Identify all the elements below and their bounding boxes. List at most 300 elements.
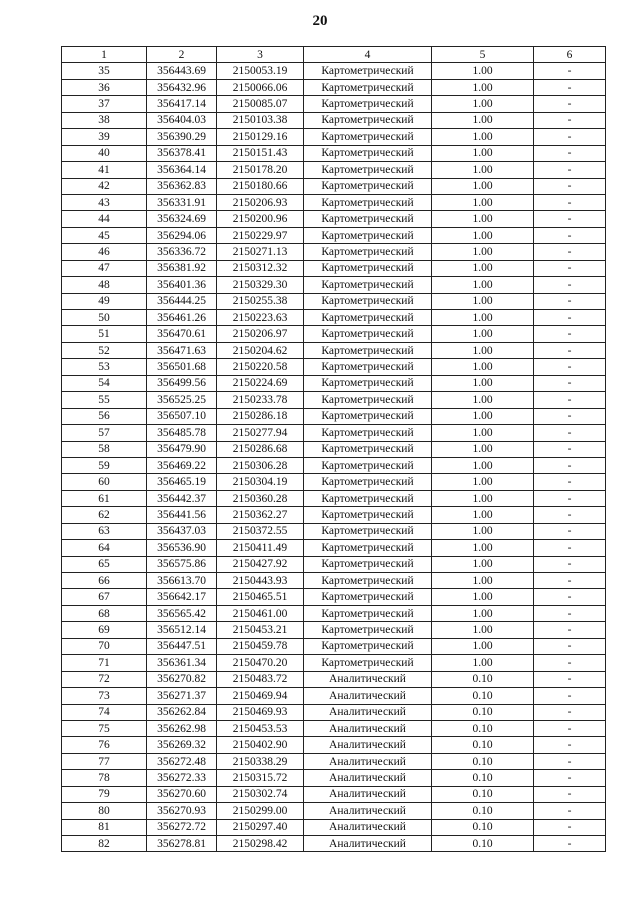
accuracy-cell: 1.00 <box>432 129 534 145</box>
x-coordinate-cell: 356331.91 <box>147 194 217 210</box>
y-coordinate-cell: 2150178.20 <box>217 162 304 178</box>
table-row <box>62 622 606 638</box>
note-cell: - <box>534 836 606 852</box>
x-coordinate-cell: 356381.92 <box>147 260 217 276</box>
x-coordinate-cell: 356444.25 <box>147 293 217 309</box>
y-coordinate-cell: 2150469.94 <box>217 688 304 704</box>
point-number-cell: 74 <box>62 704 147 720</box>
note-cell: - <box>534 556 606 572</box>
method-cell: Аналитический <box>304 737 432 753</box>
y-coordinate-cell: 2150362.27 <box>217 507 304 523</box>
x-coordinate-cell: 356390.29 <box>147 129 217 145</box>
x-coordinate-cell: 356443.69 <box>147 63 217 79</box>
table-row <box>62 178 606 194</box>
method-cell: Картометрический <box>304 244 432 260</box>
method-cell: Картометрический <box>304 227 432 243</box>
y-coordinate-cell: 2150151.43 <box>217 145 304 161</box>
table-row <box>62 112 606 128</box>
table-row <box>62 425 606 441</box>
method-cell: Картометрический <box>304 589 432 605</box>
y-coordinate-cell: 2150306.28 <box>217 457 304 473</box>
note-cell: - <box>534 112 606 128</box>
table-row <box>62 803 606 819</box>
x-coordinate-cell: 356471.63 <box>147 342 217 358</box>
accuracy-cell: 0.10 <box>432 803 534 819</box>
y-coordinate-cell: 2150129.16 <box>217 129 304 145</box>
x-coordinate-cell: 356512.14 <box>147 622 217 638</box>
method-cell: Картометрический <box>304 293 432 309</box>
x-coordinate-cell: 356262.84 <box>147 704 217 720</box>
x-coordinate-cell: 356469.22 <box>147 457 217 473</box>
method-cell: Картометрический <box>304 277 432 293</box>
y-coordinate-cell: 2150206.97 <box>217 326 304 342</box>
x-coordinate-cell: 356404.03 <box>147 112 217 128</box>
y-coordinate-cell: 2150469.93 <box>217 704 304 720</box>
accuracy-cell: 1.00 <box>432 556 534 572</box>
x-coordinate-cell: 356642.17 <box>147 589 217 605</box>
table-header-row <box>62 47 606 63</box>
note-cell: - <box>534 638 606 654</box>
point-number-cell: 44 <box>62 211 147 227</box>
note-cell: - <box>534 162 606 178</box>
note-cell: - <box>534 79 606 95</box>
note-cell: - <box>534 819 606 835</box>
note-cell: - <box>534 457 606 473</box>
point-number-cell: 38 <box>62 112 147 128</box>
x-coordinate-cell: 356525.25 <box>147 392 217 408</box>
method-cell: Картометрический <box>304 194 432 210</box>
accuracy-cell: 0.10 <box>432 720 534 736</box>
note-cell: - <box>534 655 606 671</box>
method-cell: Картометрический <box>304 145 432 161</box>
y-coordinate-cell: 2150453.53 <box>217 720 304 736</box>
method-cell: Аналитический <box>304 688 432 704</box>
method-cell: Картометрический <box>304 573 432 589</box>
header-cell: 4 <box>304 47 432 63</box>
y-coordinate-cell: 2150233.78 <box>217 392 304 408</box>
table-row <box>62 211 606 227</box>
note-cell: - <box>534 96 606 112</box>
table-row <box>62 162 606 178</box>
accuracy-cell: 1.00 <box>432 359 534 375</box>
method-cell: Картометрический <box>304 490 432 506</box>
accuracy-cell: 1.00 <box>432 277 534 293</box>
accuracy-cell: 1.00 <box>432 326 534 342</box>
x-coordinate-cell: 356324.69 <box>147 211 217 227</box>
x-coordinate-cell: 356417.14 <box>147 96 217 112</box>
accuracy-cell: 1.00 <box>432 523 534 539</box>
note-cell: - <box>534 211 606 227</box>
table-row <box>62 573 606 589</box>
point-number-cell: 57 <box>62 425 147 441</box>
accuracy-cell: 1.00 <box>432 655 534 671</box>
accuracy-cell: 0.10 <box>432 704 534 720</box>
note-cell: - <box>534 720 606 736</box>
table-row <box>62 836 606 852</box>
point-number-cell: 42 <box>62 178 147 194</box>
accuracy-cell: 1.00 <box>432 474 534 490</box>
table-row <box>62 819 606 835</box>
point-number-cell: 81 <box>62 819 147 835</box>
table-row <box>62 359 606 375</box>
point-number-cell: 66 <box>62 573 147 589</box>
table-row <box>62 375 606 391</box>
note-cell: - <box>534 753 606 769</box>
x-coordinate-cell: 356499.56 <box>147 375 217 391</box>
accuracy-cell: 1.00 <box>432 589 534 605</box>
note-cell: - <box>534 194 606 210</box>
y-coordinate-cell: 2150066.06 <box>217 79 304 95</box>
note-cell: - <box>534 803 606 819</box>
y-coordinate-cell: 2150277.94 <box>217 425 304 441</box>
y-coordinate-cell: 2150470.20 <box>217 655 304 671</box>
table-row <box>62 408 606 424</box>
table-row <box>62 720 606 736</box>
point-number-cell: 73 <box>62 688 147 704</box>
table-row <box>62 310 606 326</box>
table-row <box>62 227 606 243</box>
note-cell: - <box>534 392 606 408</box>
x-coordinate-cell: 356262.98 <box>147 720 217 736</box>
method-cell: Картометрический <box>304 556 432 572</box>
note-cell: - <box>534 573 606 589</box>
accuracy-cell: 1.00 <box>432 457 534 473</box>
y-coordinate-cell: 2150304.19 <box>217 474 304 490</box>
point-number-cell: 55 <box>62 392 147 408</box>
x-coordinate-cell: 356437.03 <box>147 523 217 539</box>
header-cell: 6 <box>534 47 606 63</box>
point-number-cell: 43 <box>62 194 147 210</box>
accuracy-cell: 1.00 <box>432 638 534 654</box>
method-cell: Картометрический <box>304 507 432 523</box>
method-cell: Картометрический <box>304 211 432 227</box>
x-coordinate-cell: 356269.32 <box>147 737 217 753</box>
method-cell: Картометрический <box>304 260 432 276</box>
method-cell: Аналитический <box>304 720 432 736</box>
accuracy-cell: 1.00 <box>432 507 534 523</box>
table-row <box>62 260 606 276</box>
table-row <box>62 655 606 671</box>
y-coordinate-cell: 2150461.00 <box>217 605 304 621</box>
table-row <box>62 605 606 621</box>
header-cell: 2 <box>147 47 217 63</box>
y-coordinate-cell: 2150180.66 <box>217 178 304 194</box>
point-number-cell: 49 <box>62 293 147 309</box>
note-cell: - <box>534 589 606 605</box>
accuracy-cell: 1.00 <box>432 63 534 79</box>
table-row <box>62 638 606 654</box>
point-number-cell: 62 <box>62 507 147 523</box>
accuracy-cell: 1.00 <box>432 408 534 424</box>
point-number-cell: 60 <box>62 474 147 490</box>
method-cell: Картометрический <box>304 441 432 457</box>
note-cell: - <box>534 474 606 490</box>
method-cell: Картометрический <box>304 112 432 128</box>
table-row <box>62 326 606 342</box>
point-number-cell: 59 <box>62 457 147 473</box>
table-row <box>62 342 606 358</box>
accuracy-cell: 0.10 <box>432 688 534 704</box>
table-row <box>62 753 606 769</box>
note-cell: - <box>534 523 606 539</box>
method-cell: Картометрический <box>304 425 432 441</box>
table-row <box>62 556 606 572</box>
note-cell: - <box>534 244 606 260</box>
method-cell: Картометрический <box>304 129 432 145</box>
note-cell: - <box>534 375 606 391</box>
x-coordinate-cell: 356575.86 <box>147 556 217 572</box>
note-cell: - <box>534 260 606 276</box>
note-cell: - <box>534 342 606 358</box>
accuracy-cell: 1.00 <box>432 244 534 260</box>
point-number-cell: 77 <box>62 753 147 769</box>
point-number-cell: 35 <box>62 63 147 79</box>
y-coordinate-cell: 2150299.00 <box>217 803 304 819</box>
point-number-cell: 50 <box>62 310 147 326</box>
accuracy-cell: 1.00 <box>432 490 534 506</box>
method-cell: Картометрический <box>304 408 432 424</box>
y-coordinate-cell: 2150465.51 <box>217 589 304 605</box>
note-cell: - <box>534 310 606 326</box>
note-cell: - <box>534 490 606 506</box>
table-row <box>62 770 606 786</box>
note-cell: - <box>534 326 606 342</box>
x-coordinate-cell: 356401.36 <box>147 277 217 293</box>
accuracy-cell: 0.10 <box>432 819 534 835</box>
note-cell: - <box>534 688 606 704</box>
accuracy-cell: 1.00 <box>432 162 534 178</box>
note-cell: - <box>534 605 606 621</box>
y-coordinate-cell: 2150443.93 <box>217 573 304 589</box>
method-cell: Картометрический <box>304 310 432 326</box>
x-coordinate-cell: 356432.96 <box>147 79 217 95</box>
accuracy-cell: 1.00 <box>432 342 534 358</box>
point-number-cell: 80 <box>62 803 147 819</box>
y-coordinate-cell: 2150220.58 <box>217 359 304 375</box>
x-coordinate-cell: 356270.82 <box>147 671 217 687</box>
note-cell: - <box>534 770 606 786</box>
accuracy-cell: 1.00 <box>432 227 534 243</box>
y-coordinate-cell: 2150103.38 <box>217 112 304 128</box>
point-number-cell: 72 <box>62 671 147 687</box>
point-number-cell: 39 <box>62 129 147 145</box>
y-coordinate-cell: 2150255.38 <box>217 293 304 309</box>
header-cell: 3 <box>217 47 304 63</box>
y-coordinate-cell: 2150229.97 <box>217 227 304 243</box>
x-coordinate-cell: 356501.68 <box>147 359 217 375</box>
method-cell: Картометрический <box>304 474 432 490</box>
x-coordinate-cell: 356507.10 <box>147 408 217 424</box>
table-row <box>62 704 606 720</box>
point-number-cell: 53 <box>62 359 147 375</box>
y-coordinate-cell: 2150453.21 <box>217 622 304 638</box>
y-coordinate-cell: 2150411.49 <box>217 540 304 556</box>
table-row <box>62 688 606 704</box>
accuracy-cell: 1.00 <box>432 112 534 128</box>
x-coordinate-cell: 356361.34 <box>147 655 217 671</box>
accuracy-cell: 1.00 <box>432 96 534 112</box>
x-coordinate-cell: 356470.61 <box>147 326 217 342</box>
note-cell: - <box>534 737 606 753</box>
x-coordinate-cell: 356272.48 <box>147 753 217 769</box>
point-number-cell: 75 <box>62 720 147 736</box>
accuracy-cell: 1.00 <box>432 260 534 276</box>
note-cell: - <box>534 178 606 194</box>
accuracy-cell: 1.00 <box>432 622 534 638</box>
y-coordinate-cell: 2150200.96 <box>217 211 304 227</box>
note-cell: - <box>534 145 606 161</box>
method-cell: Картометрический <box>304 622 432 638</box>
point-number-cell: 56 <box>62 408 147 424</box>
x-coordinate-cell: 356613.70 <box>147 573 217 589</box>
method-cell: Картометрический <box>304 359 432 375</box>
accuracy-cell: 0.10 <box>432 737 534 753</box>
method-cell: Картометрический <box>304 96 432 112</box>
accuracy-cell: 1.00 <box>432 425 534 441</box>
method-cell: Картометрический <box>304 457 432 473</box>
point-number-cell: 51 <box>62 326 147 342</box>
point-number-cell: 47 <box>62 260 147 276</box>
y-coordinate-cell: 2150459.78 <box>217 638 304 654</box>
note-cell: - <box>534 441 606 457</box>
accuracy-cell: 1.00 <box>432 605 534 621</box>
point-number-cell: 45 <box>62 227 147 243</box>
accuracy-cell: 1.00 <box>432 211 534 227</box>
table-row <box>62 523 606 539</box>
coordinates-table <box>61 46 606 852</box>
y-coordinate-cell: 2150483.72 <box>217 671 304 687</box>
accuracy-cell: 1.00 <box>432 79 534 95</box>
x-coordinate-cell: 356441.56 <box>147 507 217 523</box>
accuracy-cell: 0.10 <box>432 836 534 852</box>
table-row <box>62 507 606 523</box>
method-cell: Картометрический <box>304 375 432 391</box>
note-cell: - <box>534 671 606 687</box>
point-number-cell: 70 <box>62 638 147 654</box>
accuracy-cell: 1.00 <box>432 194 534 210</box>
table-row <box>62 244 606 260</box>
accuracy-cell: 1.00 <box>432 310 534 326</box>
point-number-cell: 78 <box>62 770 147 786</box>
method-cell: Картометрический <box>304 326 432 342</box>
table-row <box>62 457 606 473</box>
x-coordinate-cell: 356362.83 <box>147 178 217 194</box>
note-cell: - <box>534 129 606 145</box>
method-cell: Картометрический <box>304 655 432 671</box>
point-number-cell: 65 <box>62 556 147 572</box>
table-row <box>62 490 606 506</box>
method-cell: Аналитический <box>304 803 432 819</box>
point-number-cell: 54 <box>62 375 147 391</box>
method-cell: Картометрический <box>304 342 432 358</box>
header-cell: 5 <box>432 47 534 63</box>
accuracy-cell: 1.00 <box>432 573 534 589</box>
method-cell: Картометрический <box>304 162 432 178</box>
accuracy-cell: 0.10 <box>432 753 534 769</box>
table-row <box>62 194 606 210</box>
point-number-cell: 46 <box>62 244 147 260</box>
note-cell: - <box>534 622 606 638</box>
note-cell: - <box>534 63 606 79</box>
x-coordinate-cell: 356278.81 <box>147 836 217 852</box>
x-coordinate-cell: 356485.78 <box>147 425 217 441</box>
point-number-cell: 48 <box>62 277 147 293</box>
note-cell: - <box>534 227 606 243</box>
x-coordinate-cell: 356364.14 <box>147 162 217 178</box>
note-cell: - <box>534 704 606 720</box>
method-cell: Картометрический <box>304 605 432 621</box>
point-number-cell: 52 <box>62 342 147 358</box>
method-cell: Картометрический <box>304 79 432 95</box>
method-cell: Аналитический <box>304 671 432 687</box>
table-row <box>62 671 606 687</box>
table-row <box>62 63 606 79</box>
point-number-cell: 71 <box>62 655 147 671</box>
accuracy-cell: 1.00 <box>432 145 534 161</box>
x-coordinate-cell: 356270.60 <box>147 786 217 802</box>
point-number-cell: 40 <box>62 145 147 161</box>
method-cell: Аналитический <box>304 836 432 852</box>
x-coordinate-cell: 356272.72 <box>147 819 217 835</box>
x-coordinate-cell: 356272.33 <box>147 770 217 786</box>
method-cell: Картометрический <box>304 178 432 194</box>
note-cell: - <box>534 277 606 293</box>
table-row <box>62 589 606 605</box>
accuracy-cell: 1.00 <box>432 540 534 556</box>
x-coordinate-cell: 356271.37 <box>147 688 217 704</box>
x-coordinate-cell: 356270.93 <box>147 803 217 819</box>
y-coordinate-cell: 2150206.93 <box>217 194 304 210</box>
y-coordinate-cell: 2150338.29 <box>217 753 304 769</box>
table-row <box>62 737 606 753</box>
accuracy-cell: 1.00 <box>432 441 534 457</box>
x-coordinate-cell: 356536.90 <box>147 540 217 556</box>
method-cell: Аналитический <box>304 770 432 786</box>
table-row <box>62 96 606 112</box>
accuracy-cell: 0.10 <box>432 770 534 786</box>
x-coordinate-cell: 356336.72 <box>147 244 217 260</box>
point-number-cell: 61 <box>62 490 147 506</box>
y-coordinate-cell: 2150053.19 <box>217 63 304 79</box>
header-cell: 1 <box>62 47 147 63</box>
x-coordinate-cell: 356442.37 <box>147 490 217 506</box>
y-coordinate-cell: 2150204.62 <box>217 342 304 358</box>
note-cell: - <box>534 786 606 802</box>
x-coordinate-cell: 356479.90 <box>147 441 217 457</box>
y-coordinate-cell: 2150224.69 <box>217 375 304 391</box>
accuracy-cell: 0.10 <box>432 786 534 802</box>
table-row <box>62 540 606 556</box>
note-cell: - <box>534 408 606 424</box>
y-coordinate-cell: 2150315.72 <box>217 770 304 786</box>
method-cell: Аналитический <box>304 704 432 720</box>
x-coordinate-cell: 356565.42 <box>147 605 217 621</box>
point-number-cell: 82 <box>62 836 147 852</box>
table-row <box>62 786 606 802</box>
method-cell: Картометрический <box>304 638 432 654</box>
method-cell: Аналитический <box>304 753 432 769</box>
table-row <box>62 145 606 161</box>
table-row <box>62 441 606 457</box>
y-coordinate-cell: 2150302.74 <box>217 786 304 802</box>
point-number-cell: 69 <box>62 622 147 638</box>
y-coordinate-cell: 2150298.42 <box>217 836 304 852</box>
y-coordinate-cell: 2150223.63 <box>217 310 304 326</box>
point-number-cell: 67 <box>62 589 147 605</box>
point-number-cell: 63 <box>62 523 147 539</box>
table-body <box>62 63 606 852</box>
y-coordinate-cell: 2150085.07 <box>217 96 304 112</box>
